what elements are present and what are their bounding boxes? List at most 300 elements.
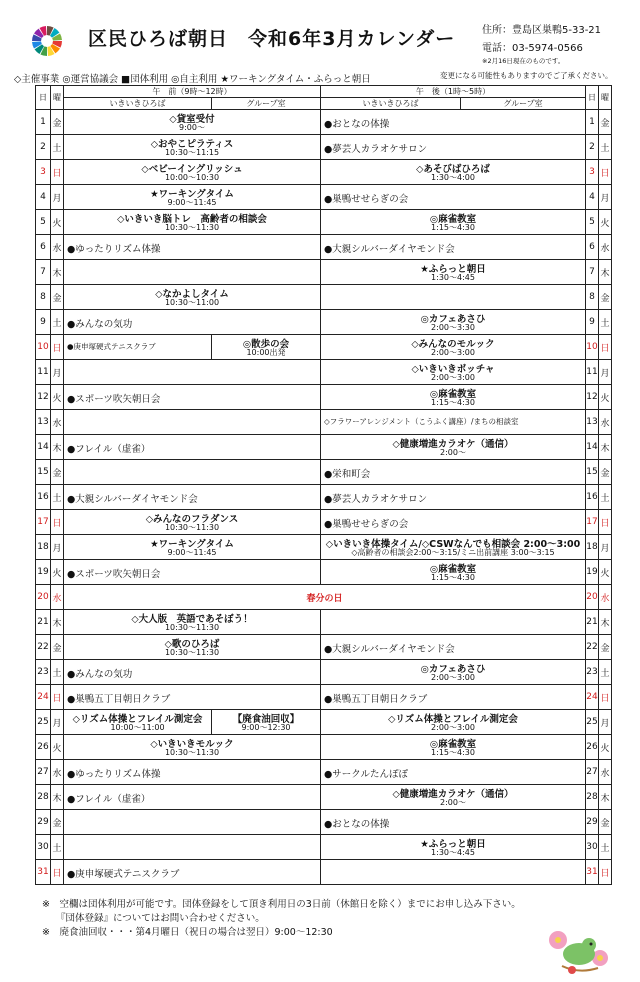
calendar-row [36,535,612,560]
day-of-week-right: 金 [599,810,612,835]
calendar-row [36,110,612,135]
day-of-week: 金 [51,810,64,835]
day-of-week-right: 火 [599,560,612,585]
day-header: 日 [36,86,51,110]
day-of-week: 月 [51,710,64,735]
day-number: 17 [36,510,51,535]
pm-header: 午 後（1時～5時） [321,86,586,98]
calendar-row [36,760,612,785]
calendar-row [36,860,612,885]
day-number-right: 24 [586,685,599,710]
am-slot [64,610,321,635]
day-number: 11 [36,360,51,385]
day-of-week-right: 土 [599,135,612,160]
calendar-row [36,185,612,210]
day-number: 22 [36,635,51,660]
calendar-row [36,210,612,235]
event-time: 10:30～11:15 [164,148,220,157]
day-number-right: 12 [586,385,599,410]
pm-slot [321,860,586,885]
day-number-right: 14 [586,435,599,460]
event-time: 1:15～4:30 [431,573,475,582]
day-of-week-right: 木 [599,435,612,460]
day-number-right: 17 [586,510,599,535]
day-number-right: 23 [586,660,599,685]
event-time: 9:00～11:45 [167,548,217,557]
day-of-week-right: 金 [599,285,612,310]
event-title: ●巣鴨せせらぎの会 [324,194,409,205]
day-of-week-right: 水 [599,760,612,785]
event-title: ◇みんなのモルック [411,339,495,350]
event-time: 2:00～3:00 [431,348,475,357]
day-of-week-right: 土 [599,660,612,685]
pm-slot [321,235,586,260]
am-header: 午 前（9時～12時） [64,86,321,98]
day-of-week: 月 [51,535,64,560]
event-time: 1:30～4:45 [431,848,475,857]
calendar-row [36,610,612,635]
day-of-week: 日 [51,335,64,360]
address-block [482,22,601,58]
day-number-right: 27 [586,760,599,785]
holiday-cell: 春分の日 [64,585,586,610]
event-title: ●スポーツ吹矢朝日会 [67,569,161,580]
pm-slot [321,135,586,160]
pm-slot [321,285,586,310]
day-number: 25 [36,710,51,735]
event-title: ◇貸室受付 [169,114,215,125]
event-title: ●巣鴨せせらぎの会 [324,519,409,530]
pm-slot [321,335,586,360]
calendar-row [36,260,612,285]
as-of-note: ※2月16日現在のものです。 [482,57,565,65]
am-slot [64,735,321,760]
event-title: ◇おやこピラティス [150,139,234,150]
event-time: 10:30～11:30 [164,648,220,657]
footer-note-2: 『団体登録』についてはお問い合わせください。 [56,913,265,924]
day-number: 20 [36,585,51,610]
event-title: ◇ベビーイングリッシュ [141,164,243,175]
header-row-2 [36,98,612,110]
day-of-week: 日 [51,860,64,885]
event-time: 10:00出発 [246,348,286,357]
day-number-right: 22 [586,635,599,660]
am-slot [64,385,321,410]
phone: 電話：03-5974-0566 [482,43,583,54]
day-of-week: 金 [51,110,64,135]
header-row-1 [36,86,612,98]
dow-header: 曜 [51,86,64,110]
event-title: ◇リズム体操とフレイル測定会 [388,714,518,725]
event-time: 2:00～3:00 [431,373,475,382]
day-of-week-right: 木 [599,610,612,635]
event-title: ◇いきいきボッチャ [411,364,495,375]
day-header-right: 日 [586,86,599,110]
pm-slot [321,810,586,835]
day-of-week: 木 [51,785,64,810]
day-number-right: 7 [586,260,599,285]
event-title: ◎カフェあさひ [420,314,486,325]
event-time: 1:15～4:30 [431,223,475,232]
day-of-week: 火 [51,560,64,585]
day-of-week-right: 日 [599,160,612,185]
day-number-right: 30 [586,835,599,860]
day-number: 4 [36,185,51,210]
event-title: ◎麻雀教室 [429,214,477,225]
event-title: ◇いきいき体操タイム/◇CSWなんでも相談会 2:00～3:00 [325,539,581,550]
event-title: ◇あそびばひろば [416,164,490,175]
calendar-row [36,135,612,160]
event-time: 10:30～11:30 [164,523,220,532]
am-slot [64,160,321,185]
plum-blossom-bird-illustration [542,918,616,976]
footer-notes [42,898,521,940]
am-slot [64,760,321,785]
day-number: 23 [36,660,51,685]
am-slot [64,860,321,885]
pm-slot [321,735,586,760]
am-slot [64,410,321,435]
event-time: 1:15～4:30 [431,398,475,407]
event-time: 10:30～11:30 [164,623,220,632]
pm-slot [321,835,586,860]
event-title: ◎散歩の会 [242,339,290,350]
event-title: ●栄和町会 [324,469,371,480]
day-number: 13 [36,410,51,435]
am-slot [64,510,321,535]
event-time: 9:00～ [179,123,205,132]
day-of-week: 金 [51,460,64,485]
event-title: ★ふらっと朝日 [420,264,486,275]
pm-slot [321,160,586,185]
event-title: ◇リズム体操とフレイル測定会 [72,714,203,725]
event-title: ◇なかよしタイム [155,289,229,300]
pm-slot [321,260,586,285]
day-of-week-right: 月 [599,360,612,385]
day-of-week: 土 [51,310,64,335]
pm-slot [321,760,586,785]
day-of-week: 水 [51,760,64,785]
event-title: ●大親シルバーダイヤモンド会 [67,494,198,505]
day-of-week: 木 [51,610,64,635]
day-of-week: 土 [51,135,64,160]
address: 住所：豊島区巣鴨5-33-21 [482,25,602,36]
day-of-week-right: 木 [599,260,612,285]
pm-slot [321,310,586,335]
day-of-week-right: 月 [599,185,612,210]
event-time: 9:00～12:30 [241,723,291,732]
event-title: ◇いきいき脳トレ 高齢者の相談会 [117,214,267,225]
footer-note-3: ※ 廃食油回収・・・第4月曜日（祝日の場合は翌日）9:00～12:30 [42,927,333,938]
pm-slot [321,485,586,510]
calendar-row [36,285,612,310]
pm-slot [321,785,586,810]
pm-slot [321,660,586,685]
pm-slot [321,110,586,135]
event-title: ★ワーキングタイム [150,189,234,200]
day-number-right: 28 [586,785,599,810]
day-of-week: 日 [51,160,64,185]
day-number-right: 29 [586,810,599,835]
day-number: 31 [36,860,51,885]
day-number-right: 20 [586,585,599,610]
am-slot [64,660,321,685]
event-title: ●大親シルバーダイヤモンド会 [324,644,455,655]
day-of-week-right: 火 [599,385,612,410]
pm-group-header: グループ室 [461,98,586,110]
day-of-week: 水 [51,585,64,610]
day-number: 5 [36,210,51,235]
event-title: ●フレイル（虚雀） [67,444,151,455]
am-group-slot [212,710,321,735]
event-title: ●庚申塚硬式テニスクラブ [67,342,156,351]
event-title: ◎カフェあさひ [420,664,486,675]
day-of-week: 日 [51,685,64,710]
day-number: 29 [36,810,51,835]
calendar-row [36,710,612,735]
am-slot [64,460,321,485]
day-of-week-right: 月 [599,535,612,560]
pm-slot [321,210,586,235]
calendar-row [36,685,612,710]
event-title: ●庚申塚硬式テニスクラブ [67,869,180,880]
day-number-right: 31 [586,860,599,885]
day-of-week: 日 [51,510,64,535]
event-title: ●ゆったりリズム体操 [67,769,161,780]
calendar-table [35,85,612,885]
calendar-row [36,235,612,260]
day-number: 2 [36,135,51,160]
day-number: 16 [36,485,51,510]
am-slot [64,235,321,260]
day-number-right: 9 [586,310,599,335]
day-number: 28 [36,785,51,810]
day-of-week-right: 日 [599,335,612,360]
day-number-right: 5 [586,210,599,235]
day-number: 1 [36,110,51,135]
am-slot [64,535,321,560]
day-number: 24 [36,685,51,710]
am-slot [64,810,321,835]
calendar-row [36,435,612,460]
day-number-right: 3 [586,160,599,185]
calendar-row [36,585,612,610]
day-of-week-right: 火 [599,735,612,760]
am-slot [64,110,321,135]
event-title: ◇いきいきモルック [150,739,234,750]
day-number-right: 2 [586,135,599,160]
event-time: 2:00～3:00 [431,723,475,732]
day-of-week: 火 [51,385,64,410]
am-slot [64,560,321,585]
day-number-right: 16 [586,485,599,510]
calendar-row [36,810,612,835]
event-time: 10:30～11:30 [164,748,220,757]
pm-slot [321,610,586,635]
event-title: 【廃食油回収】 [232,714,300,725]
event-title: ◇健康増進カラオケ（通信） [392,439,514,450]
day-of-week-right: 日 [599,860,612,885]
day-of-week: 土 [51,835,64,860]
day-of-week: 木 [51,260,64,285]
day-of-week-right: 土 [599,310,612,335]
event-title: ●スポーツ吹矢朝日会 [67,394,161,405]
calendar-row [36,310,612,335]
event-title: ●おとなの体操 [324,119,390,130]
event-title: ●巣鴨五丁目朝日クラブ [324,694,428,705]
pm-slot [321,535,586,560]
day-of-week: 水 [51,235,64,260]
day-of-week-right: 水 [599,235,612,260]
day-number: 10 [36,335,51,360]
calendar-row [36,410,612,435]
event-time: 2:00～ [440,798,466,807]
event-title: ◇みんなのフラダンス [145,514,239,525]
am-slot [64,285,321,310]
day-of-week-right: 金 [599,460,612,485]
footer-note-1: ※ 空欄は団体利用が可能です。団体登録をして頂き利用日の3日前（休館日を除く）までにお申し込み下さい。 [42,899,521,910]
day-of-week: 木 [51,435,64,460]
event-title: ◇大人版 英語であそぼう！ [131,614,253,625]
day-number: 12 [36,385,51,410]
pm-slot [321,510,586,535]
day-number-right: 10 [586,335,599,360]
am-slot [64,635,321,660]
day-of-week: 月 [51,360,64,385]
hiroba-logo-icon [30,24,64,58]
am-ikiiki-slot [64,710,212,735]
day-number: 3 [36,160,51,185]
pm-slot [321,460,586,485]
day-of-week: 水 [51,410,64,435]
pm-slot [321,360,586,385]
dow-header-right: 曜 [599,86,612,110]
event-title: ●巣鴨五丁目朝日クラブ [67,694,171,705]
event-time: 10:30～11:30 [164,223,220,232]
day-number-right: 8 [586,285,599,310]
day-of-week-right: 土 [599,835,612,860]
day-of-week: 土 [51,485,64,510]
am-slot [64,310,321,335]
calendar-row [36,360,612,385]
event-title: ●フレイル（虚雀） [67,794,151,805]
event-time: 10:30～11:00 [164,298,220,307]
day-number-right: 1 [586,110,599,135]
day-of-week: 月 [51,185,64,210]
calendar-row [36,660,612,685]
calendar-row [36,160,612,185]
day-of-week-right: 日 [599,510,612,535]
event-time: ◇高齢者の相談会2:00～3:15/ミニ出前講座 3:00～3:15 [351,548,555,557]
calendar-row [36,335,612,360]
am-slot [64,435,321,460]
day-of-week-right: 土 [599,485,612,510]
pm-slot [321,435,586,460]
pm-slot [321,685,586,710]
day-of-week: 火 [51,210,64,235]
event-title: ★ワーキングタイム [150,539,234,550]
legend: ◇主催事業 ◎運営協議会 ■団体利用 ◎自主利用 ★ワーキングタイム・ふらっと朝日 [14,74,371,85]
event-time: 1:30～4:45 [431,273,475,282]
day-number-right: 11 [586,360,599,385]
event-title: ●みんなの気功 [67,669,133,680]
day-number: 19 [36,560,51,585]
event-title: ◇フラワーアレンジメント（こうふく講座）/まちの相談室 [324,417,519,426]
am-slot [64,135,321,160]
event-title: ●サークルたんぽぽ [324,769,409,780]
day-of-week-right: 水 [599,410,612,435]
day-number-right: 26 [586,735,599,760]
am-slot [64,785,321,810]
am-slot [64,260,321,285]
am-group-slot [212,335,321,360]
event-title: ●ゆったりリズム体操 [67,244,161,255]
calendar-row [36,635,612,660]
calendar-row [36,560,612,585]
day-of-week-right: 水 [599,585,612,610]
event-title: ●大親シルバーダイヤモンド会 [324,244,455,255]
event-time: 1:15～4:30 [431,748,475,757]
day-number: 8 [36,285,51,310]
day-number: 14 [36,435,51,460]
day-of-week-right: 木 [599,785,612,810]
day-of-week: 金 [51,635,64,660]
day-of-week: 土 [51,660,64,685]
event-time: 10:00～11:00 [110,723,165,732]
day-number-right: 18 [586,535,599,560]
calendar-row [36,735,612,760]
day-number-right: 4 [586,185,599,210]
pm-slot [321,410,586,435]
day-number: 30 [36,835,51,860]
pm-slot [321,185,586,210]
event-time: 2:00～ [440,448,466,457]
day-number-right: 19 [586,560,599,585]
event-title: ◎麻雀教室 [429,739,477,750]
pm-slot [321,710,586,735]
am-slot [64,835,321,860]
event-time: 2:00～3:00 [431,673,475,682]
event-title: ●おとなの体操 [324,819,390,830]
calendar-row [36,510,612,535]
day-number-right: 13 [586,410,599,435]
day-of-week-right: 火 [599,210,612,235]
event-title: ◇歌のひろば [164,639,220,650]
am-slot [64,210,321,235]
day-number-right: 6 [586,235,599,260]
day-of-week: 火 [51,735,64,760]
event-time: 10:00～10:30 [164,173,220,182]
am-group-header: グループ室 [212,98,321,110]
day-number-right: 25 [586,710,599,735]
day-of-week-right: 月 [599,710,612,735]
event-title: ◇健康増進カラオケ（通信） [392,789,514,800]
day-number: 26 [36,735,51,760]
event-title: ◎麻雀教室 [429,564,477,575]
event-time: 1:30～4:00 [431,173,475,182]
pm-slot [321,635,586,660]
am-ikiiki-header: いきいきひろば [64,98,212,110]
day-number: 18 [36,535,51,560]
day-number: 6 [36,235,51,260]
day-of-week-right: 金 [599,110,612,135]
calendar-row [36,485,612,510]
day-number: 7 [36,260,51,285]
day-number: 15 [36,460,51,485]
event-title: ●夢芸人カラオケサロン [324,144,428,155]
am-slot [64,685,321,710]
day-number: 27 [36,760,51,785]
